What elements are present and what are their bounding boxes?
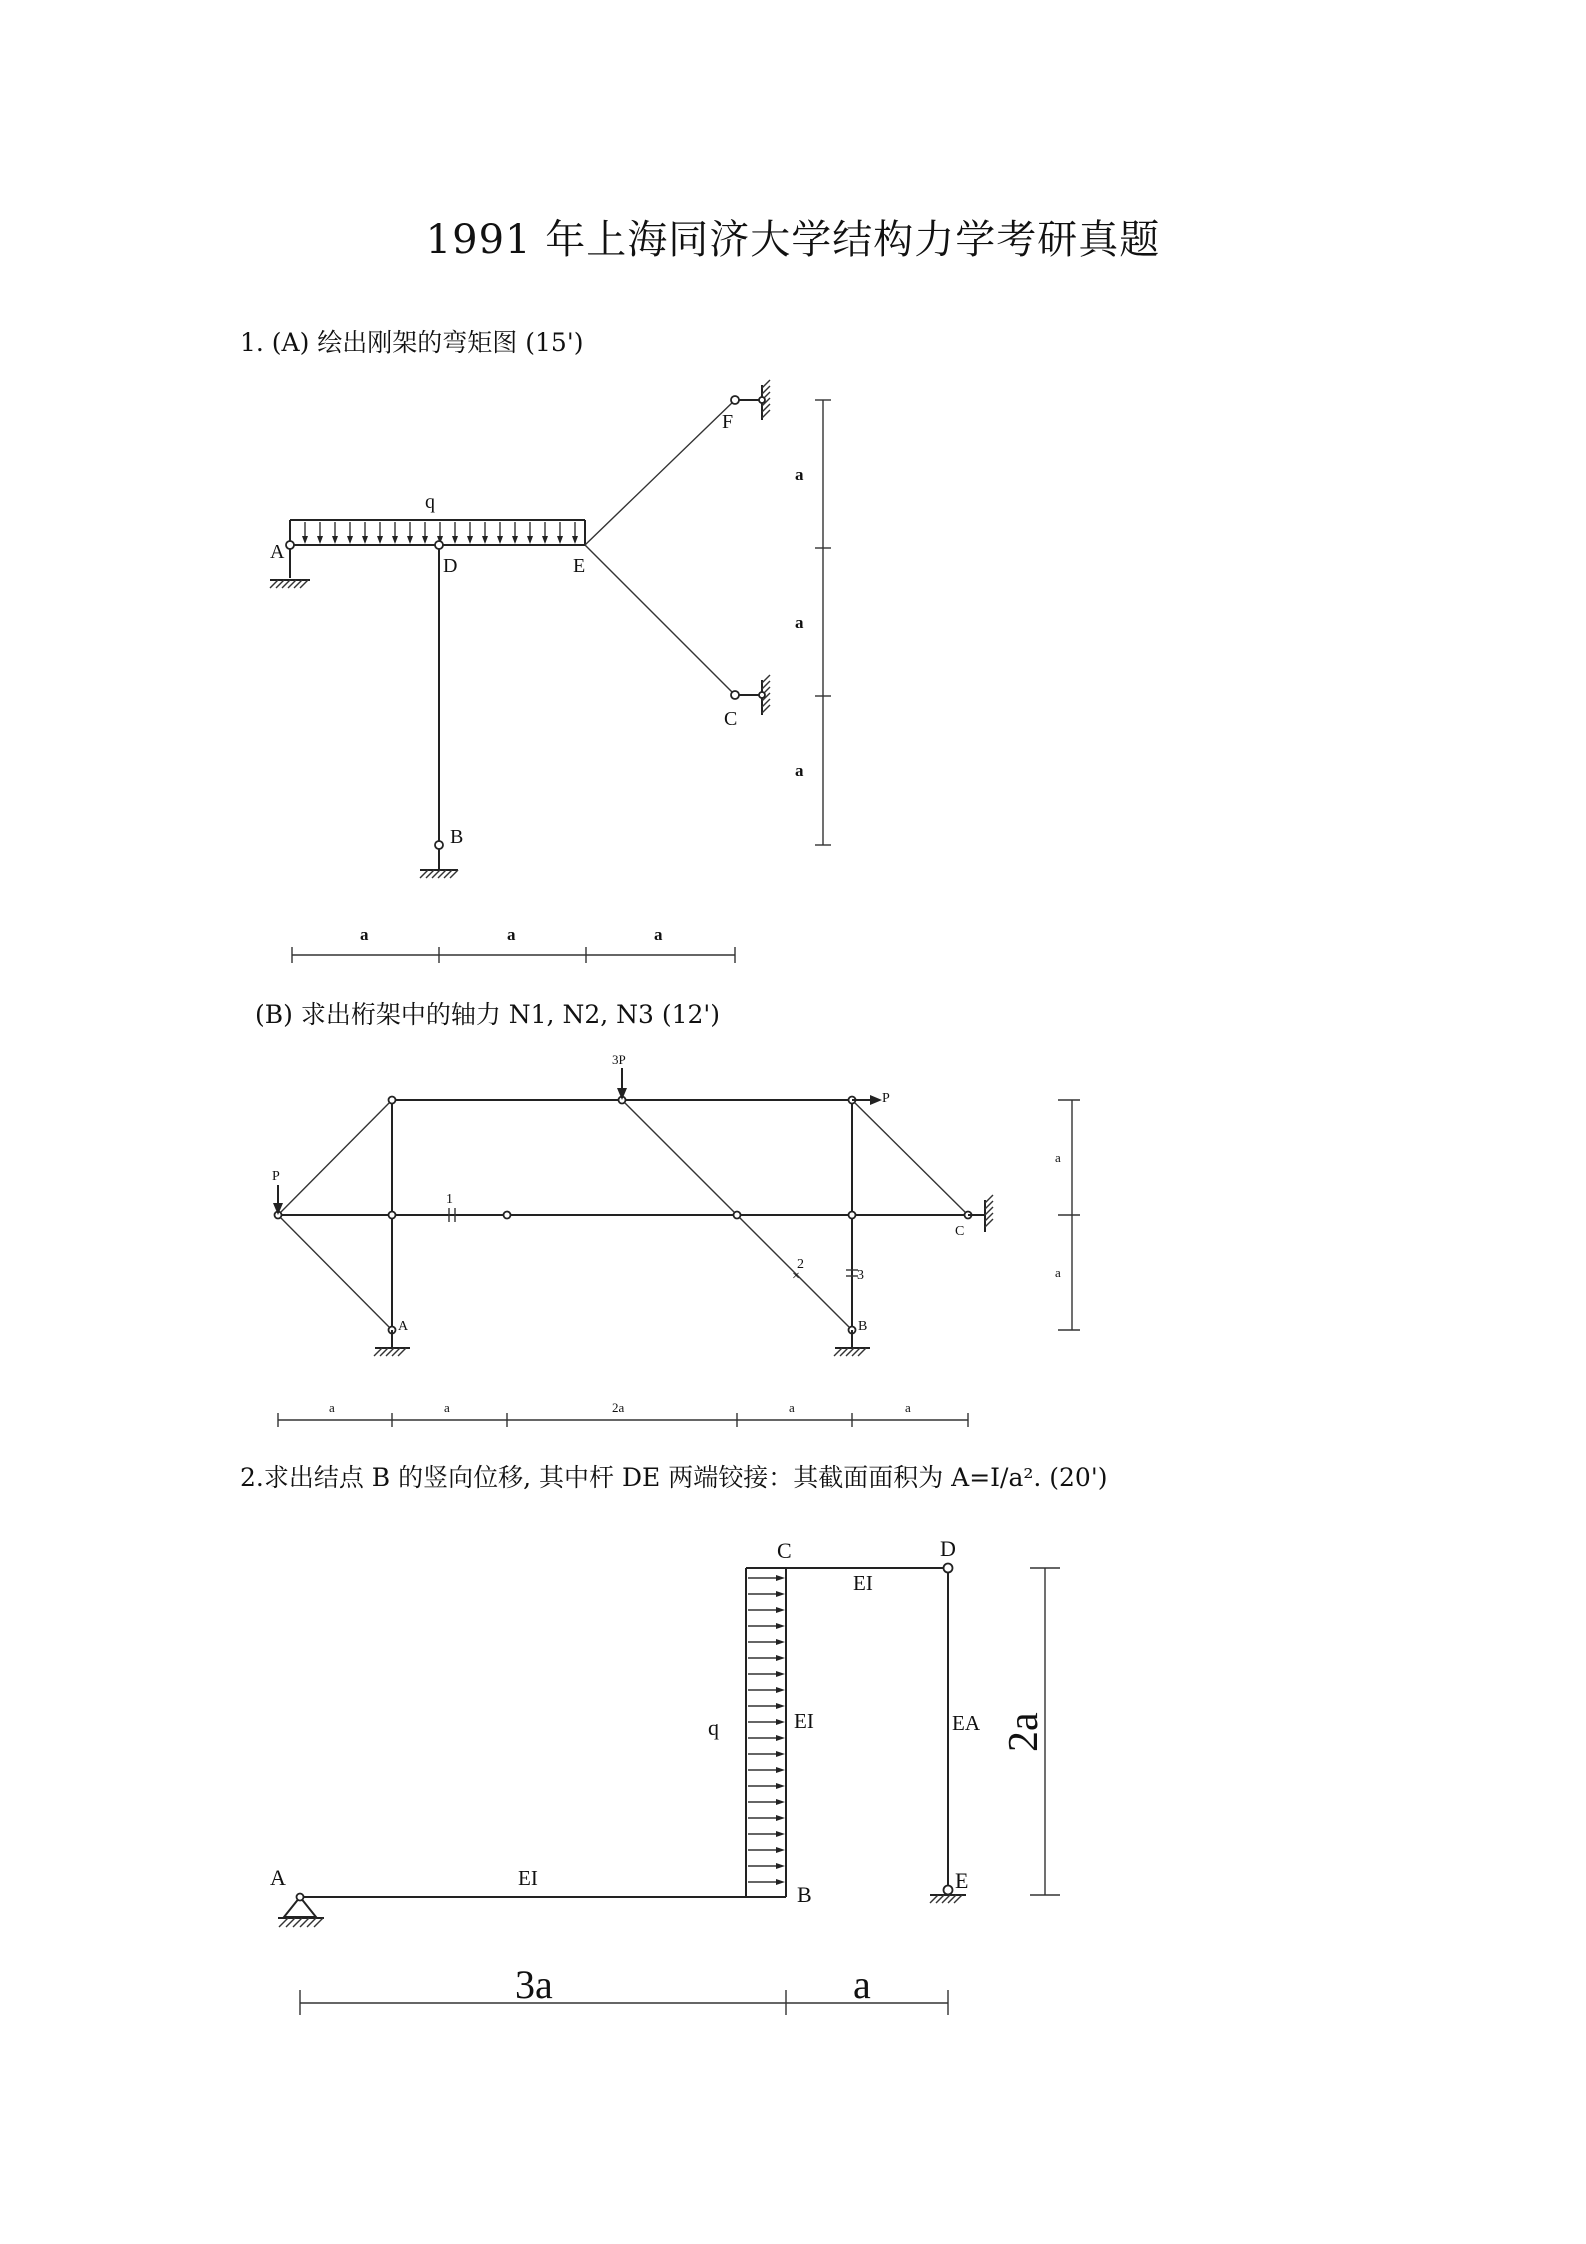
truss-label-B: B: [858, 1319, 868, 1334]
label-D2: D: [940, 1536, 956, 1561]
label-EI-CD: EI: [853, 1571, 873, 1595]
question-1b-text: (B) 求出桁架中的轴力 N1, N2, N3 (12'): [255, 1000, 721, 1029]
member-label-2: 2: [797, 1257, 804, 1272]
dim-1b-a-1: a: [329, 1400, 335, 1415]
dim-1b-v-a-1: a: [1055, 1150, 1061, 1165]
label-E2: E: [955, 1868, 969, 1893]
label-B: B: [450, 826, 464, 848]
truss-label-C: C: [955, 1224, 965, 1239]
distributed-load-q2: [746, 1568, 786, 1897]
dim-1b-a-2: a: [444, 1400, 450, 1415]
label-E: E: [573, 555, 586, 577]
hinge-D: [944, 1564, 953, 1573]
label-EI-AB: EI: [518, 1866, 538, 1890]
load-label-q: q: [425, 491, 435, 513]
label-B2: B: [797, 1882, 812, 1907]
label-A2: A: [270, 1865, 286, 1890]
dim-v-a-3: a: [795, 761, 804, 780]
truss-label-A: A: [398, 1319, 409, 1334]
dim-1b-a-4: a: [905, 1400, 911, 1415]
dim-a: a: [853, 1962, 871, 2007]
dimension-vertical-2: [1001, 1568, 1060, 1895]
dim-1b-2a: 2a: [612, 1400, 625, 1415]
load-label-P-right: P: [882, 1091, 890, 1106]
dim-a-3: a: [654, 925, 663, 944]
dim-1b-a-3: a: [789, 1400, 795, 1415]
fixed-support-E: [930, 1895, 966, 1903]
load-label-P-left: P: [272, 1169, 280, 1184]
dim-1b-v-a-2: a: [1055, 1265, 1061, 1280]
dim-2a: 2a: [1001, 1712, 1047, 1752]
dim-a-2: a: [507, 925, 516, 944]
label-D: D: [443, 555, 458, 577]
label-EA: EA: [952, 1711, 980, 1735]
load-label-q2: q: [708, 1715, 719, 1740]
label-A: A: [270, 541, 285, 563]
label-EI-BC: EI: [794, 1709, 814, 1733]
dimension-horizontal-2: [300, 1962, 948, 2015]
dim-3a: 3a: [515, 1962, 553, 2007]
label-F: F: [722, 411, 734, 433]
question-2-text: 2.求出结点 B 的竖向位移, 其中杆 DE 两端铰接：其截面面积为 A=I/a². (20'): [240, 1463, 1108, 1492]
dim-v-a-2: a: [795, 613, 804, 632]
label-C2: C: [777, 1538, 792, 1563]
load-label-3P: 3P: [612, 1052, 626, 1067]
dim-v-a-1: a: [795, 465, 804, 484]
dim-a-1: a: [360, 925, 369, 944]
hinge-E: [944, 1886, 953, 1895]
pin-support-A: [278, 1894, 324, 1928]
question-1a-text: 1. (A) 绘出刚架的弯矩图 (15'): [240, 328, 584, 357]
page-title: 1991 年上海同济大学结构力学考研真题: [425, 217, 1161, 263]
label-C: C: [724, 708, 738, 730]
member-label-3: 3: [857, 1268, 864, 1283]
member-marker-2: ×: [792, 1269, 800, 1284]
member-label-1: 1: [446, 1192, 453, 1207]
